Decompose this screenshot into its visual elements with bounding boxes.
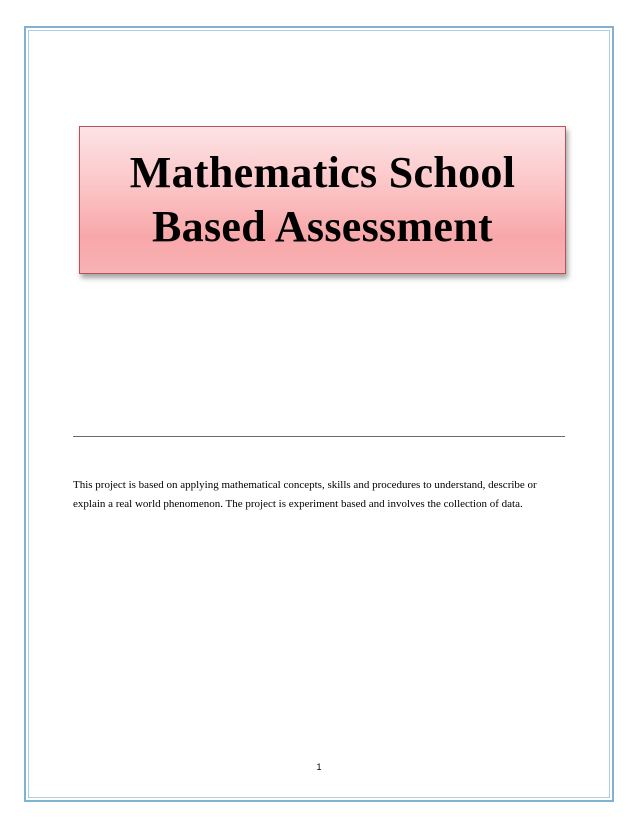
- abstract-paragraph: This project is based on applying mathematical concepts, skills and procedures to understand, describe or explain a real world phenomenon. The project is experiment based and involves the collection of data.: [73, 479, 537, 510]
- title-line-1: Mathematics School: [129, 148, 516, 197]
- title-line-2: Based Assessment: [152, 202, 493, 251]
- page-number: 1: [316, 762, 322, 772]
- horizontal-rule: [73, 436, 565, 437]
- title-box: [79, 126, 566, 274]
